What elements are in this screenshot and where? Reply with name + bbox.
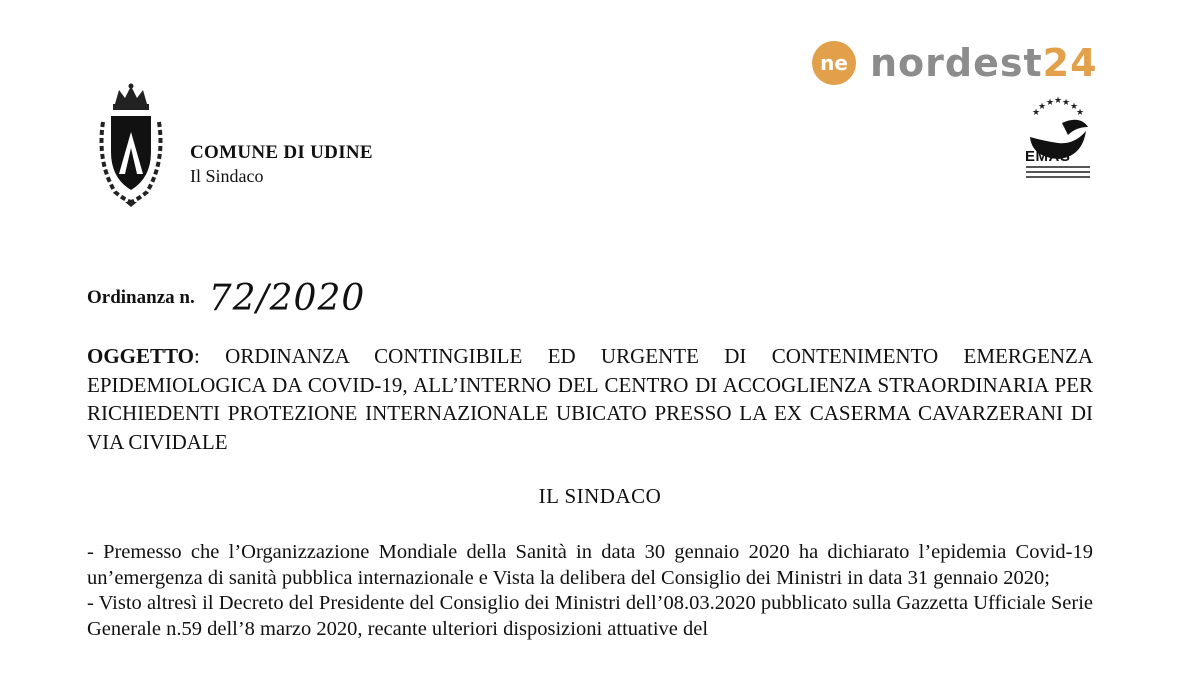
- issuer-block: [190, 142, 373, 188]
- body-text: [87, 540, 1093, 642]
- udine-coat-of-arms-icon: [95, 82, 167, 207]
- watermark-brand: nordest24: [870, 41, 1098, 85]
- subject-text: : ORDINANZA CONTINGIBILE ED URGENTE DI CONTENIMENTO EMERGENZA EPIDEMIOLOGICA DA COVID-19, ALL’INTERNO DEL CENTRO DI ACCOGLIENZA STRAORDINARIA PER RICHIEDENTI PROTEZIONE INTERNAZIONALE UBICATO PRESSO LA EX CASERMA CAVARZERANI DI VIA CIVIDALE: [87, 344, 1093, 454]
- emas-fine-print: [1026, 166, 1090, 181]
- subject-label: OGGETTO: [87, 344, 194, 368]
- ordinance-number-line: [87, 272, 366, 319]
- body-paragraph: - Premesso che l’Organizzazione Mondiale della Sanità in data 30 gennaio 2020 ha dichiarato l’epidemia Covid-19 un’emergenza di sanità pubblica internazionale e Vista la delibera del Consiglio dei Ministri in data 31 gennaio 2020;: [87, 541, 1093, 589]
- svg-text:★: ★: [1076, 108, 1085, 118]
- svg-text:★: ★: [1046, 98, 1055, 108]
- section-heading: IL SINDACO: [538, 484, 662, 508]
- nordest24-badge-icon: [812, 41, 856, 85]
- body-paragraph: - Visto altresì il Decreto del Presidente del Consiglio dei Ministri dell’08.03.2020 pubblicato sulla Gazzetta Ufficiale Serie Generale n.59 dell’8 marzo 2020, recante ulteriori disposizioni attuative del: [87, 592, 1093, 640]
- municipality-name: COMUNE DI UDINE: [190, 142, 373, 163]
- ordinance-label: Ordinanza n.: [87, 287, 195, 308]
- watermark-brand-accent: 24: [1042, 41, 1098, 85]
- svg-text:★: ★: [1054, 96, 1063, 106]
- emas-label: EMAS: [1025, 148, 1071, 165]
- subject-paragraph: [87, 342, 1093, 456]
- svg-text:★: ★: [1038, 102, 1047, 112]
- ordinance-number-handwritten: 72/2020: [208, 278, 366, 319]
- badge-letters: ne: [820, 51, 848, 75]
- nordest24-watermark-logo: [812, 40, 1098, 86]
- svg-text:★: ★: [1070, 102, 1079, 112]
- issuer-title: Il Sindaco: [190, 166, 264, 186]
- svg-text:★: ★: [1032, 108, 1041, 118]
- svg-text:★: ★: [1062, 98, 1071, 108]
